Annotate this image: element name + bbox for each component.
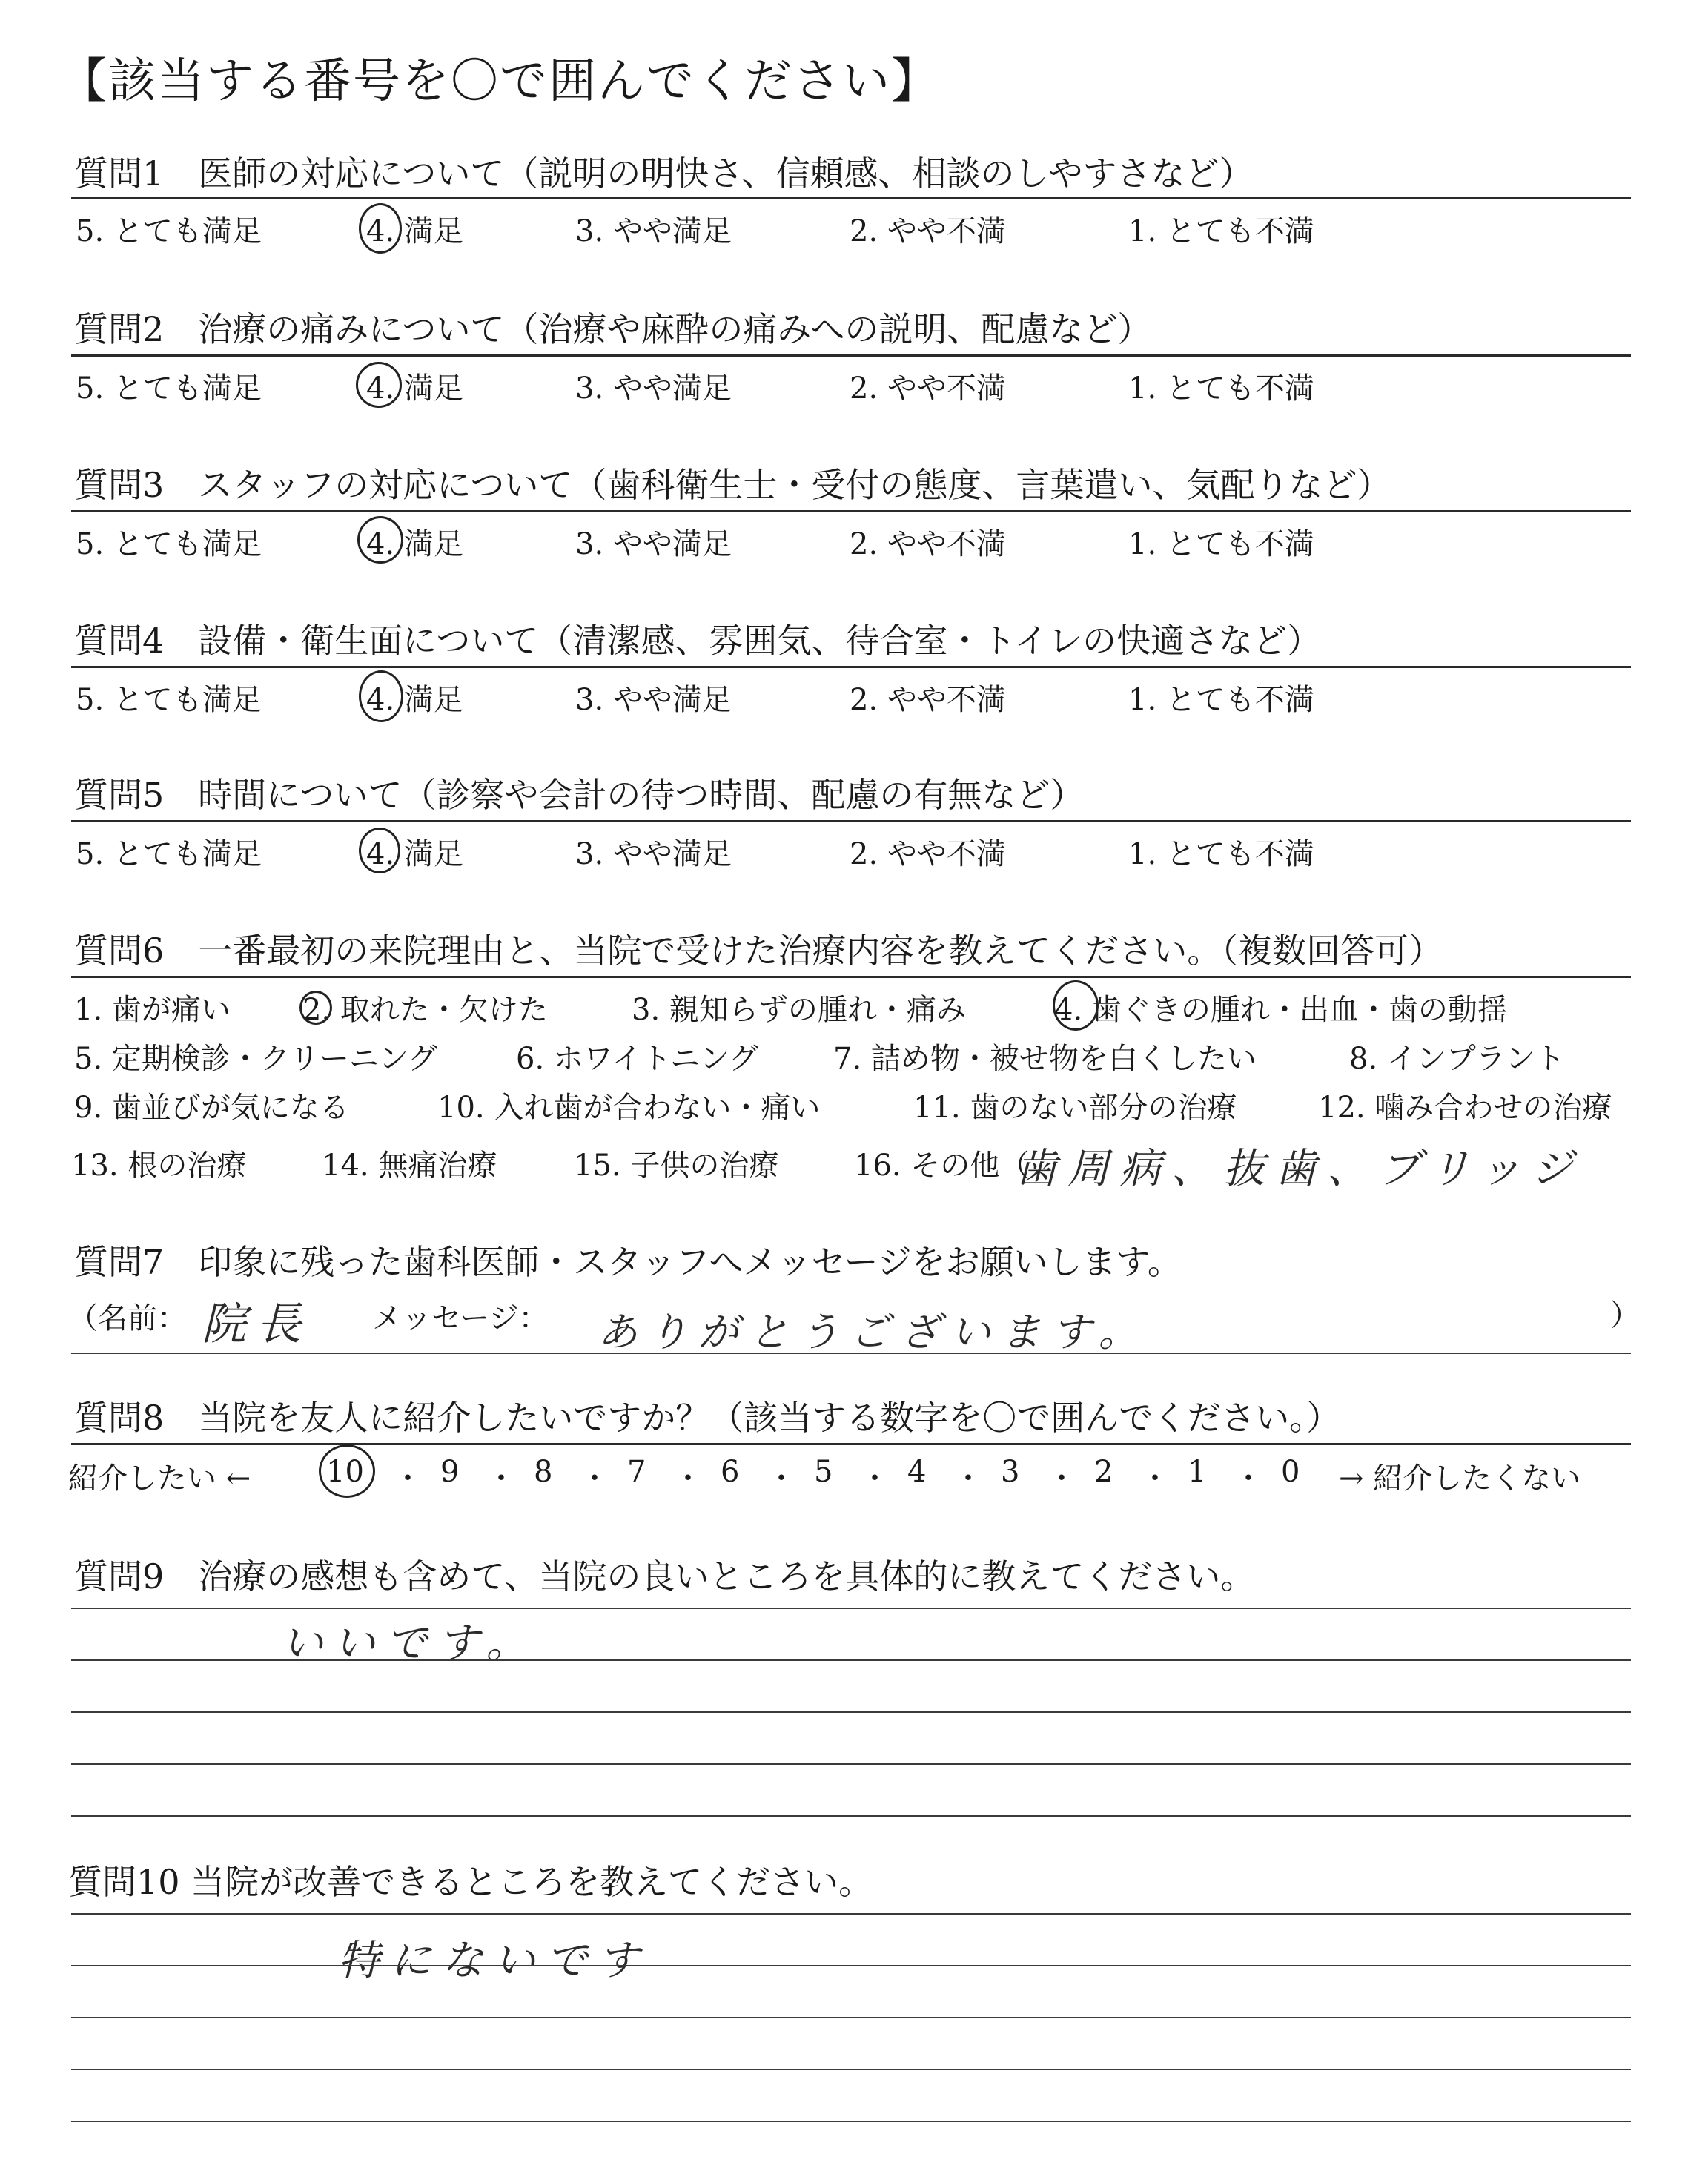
q4-option-1[interactable]: 1. とても不満 (1128, 683, 1314, 717)
q4-option-5[interactable]: 5. とても満足 (76, 683, 262, 717)
q10-answer: 特にないです (338, 1937, 649, 1985)
q8-separator: ・ (860, 1462, 890, 1496)
q3-title: 質問3 スタッフの対応について（歯科衛生士・受付の態度、言葉遣い、気配りなど） (74, 465, 1391, 505)
q2-option-3[interactable]: 3. やや満足 (575, 371, 732, 406)
q6-option-1[interactable]: 1. 歯が痛い (74, 993, 231, 1027)
q7-name-value: 院長 (202, 1298, 311, 1350)
q8-scale-3[interactable]: 3 (1001, 1455, 1020, 1489)
q9-line-5 (71, 1815, 1631, 1817)
q6-rule (71, 976, 1631, 978)
q10-line-5 (71, 2121, 1631, 2122)
q7-close-paren: ） (1610, 1298, 1640, 1332)
q8-scale-0[interactable]: 0 (1281, 1455, 1300, 1489)
q2-option-1[interactable]: 1. とても不満 (1128, 371, 1314, 406)
q2-rule (71, 354, 1631, 357)
q6-option-14[interactable]: 14. 無痛治療 (322, 1149, 497, 1183)
q2-option-5[interactable]: 5. とても満足 (76, 371, 262, 406)
q4-rule (71, 666, 1631, 668)
q6-option-4[interactable]: 4. 歯ぐきの腫れ・出血・歯の動揺 (1054, 993, 1507, 1027)
q2-title: 質問2 治療の痛みについて（治療や麻酔の痛みへの説明、配慮など） (74, 309, 1152, 349)
q8-separator: ・ (393, 1462, 423, 1496)
q6-title: 質問6 一番最初の来院理由と、当院で受けた治療内容を教えてください。（複数回答可） (74, 931, 1443, 971)
q8-scale-9[interactable]: 9 (440, 1455, 460, 1489)
q5-option-5[interactable]: 5. とても満足 (76, 837, 262, 871)
q8-separator: ・ (1234, 1462, 1263, 1496)
q9-line-1 (71, 1608, 1631, 1609)
q6-option-10[interactable]: 10. 入れ歯が合わない・痛い (437, 1091, 821, 1125)
q8-scale-1[interactable]: 1 (1188, 1455, 1207, 1489)
q7-name-label: （名前： (68, 1301, 187, 1335)
q10-line-4 (71, 2069, 1631, 2070)
q3-option-3[interactable]: 3. やや満足 (575, 527, 732, 561)
q1-option-4[interactable]: 4. 満足 (366, 214, 463, 248)
q6-option-5[interactable]: 5. 定期検診・クリーニング (74, 1042, 438, 1076)
q8-scale-7[interactable]: 7 (627, 1455, 646, 1489)
q7-message-value: ありがとうございます。 (598, 1309, 1149, 1355)
q5-option-1[interactable]: 1. とても不満 (1128, 837, 1314, 871)
q6-option-6[interactable]: 6. ホワイトニング (516, 1042, 759, 1076)
q7-message-label: メッセージ： (372, 1301, 549, 1335)
q3-option-2[interactable]: 2. やや不満 (850, 527, 1006, 561)
q8-separator: ・ (767, 1462, 796, 1496)
q6-option-2[interactable]: 2. 取れた・欠けた (302, 993, 548, 1027)
q6-option-13[interactable]: 13. 根の治療 (71, 1149, 247, 1183)
q8-left-label: 紹介したい ← (68, 1462, 251, 1496)
q8-scale-4[interactable]: 4 (907, 1455, 927, 1489)
q10-line-3 (71, 2017, 1631, 2018)
q9-title: 質問9 治療の感想も含めて、当院の良いところを具体的に教えてください。 (74, 1556, 1255, 1596)
q1-option-5[interactable]: 5. とても満足 (76, 214, 262, 248)
q7-rule (71, 1353, 1631, 1354)
q8-scale-2[interactable]: 2 (1094, 1455, 1113, 1489)
q6-other-handwritten: 歯周病、抜歯、ブリッジ (1016, 1145, 1583, 1193)
q8-separator: ・ (1047, 1462, 1076, 1496)
q6-option-16[interactable]: 16. その他（ (854, 1149, 1030, 1183)
q5-rule (71, 820, 1631, 822)
q6-selection-circle-4 (1053, 980, 1099, 1031)
q8-separator: ・ (486, 1462, 516, 1496)
q6-selection-circle-2 (299, 991, 332, 1025)
q8-scale-5[interactable]: 5 (814, 1455, 833, 1489)
q5-option-4[interactable]: 4. 満足 (366, 837, 463, 871)
q3-selection-circle (357, 516, 403, 564)
q6-option-3[interactable]: 3. 親知らずの腫れ・痛み (632, 993, 966, 1027)
q5-option-2[interactable]: 2. やや不満 (850, 837, 1006, 871)
q8-scale-8[interactable]: 8 (534, 1455, 553, 1489)
q8-scale-6[interactable]: 6 (721, 1455, 740, 1489)
q8-separator: ・ (580, 1462, 609, 1496)
q10-line-2 (71, 1965, 1631, 1966)
q6-option-7[interactable]: 7. 詰め物・被せ物を白くしたい (833, 1042, 1257, 1076)
q9-line-2 (71, 1659, 1631, 1661)
q6-option-8[interactable]: 8. インプラント (1349, 1042, 1565, 1076)
q5-selection-circle (359, 828, 400, 873)
q8-separator: ・ (953, 1462, 983, 1496)
q6-option-11[interactable]: 11. 歯のない部分の治療 (913, 1091, 1237, 1125)
q2-option-4[interactable]: 4. 満足 (366, 371, 463, 406)
page-heading: 【該当する番号を〇で囲んでください】 (59, 54, 940, 109)
q1-selection-circle (359, 203, 402, 254)
q4-title: 質問4 設備・衛生面について（清潔感、雰囲気、待合室・トイレの快適さなど） (74, 621, 1322, 661)
q4-option-4[interactable]: 4. 満足 (366, 683, 463, 717)
q2-option-2[interactable]: 2. やや不満 (850, 371, 1006, 406)
q4-option-2[interactable]: 2. やや不満 (850, 683, 1006, 717)
q9-line-4 (71, 1763, 1631, 1765)
q8-title: 質問8 当院を友人に紹介したいですか？（該当する数字を〇で囲んでください。） (74, 1398, 1341, 1438)
q8-right-label: → 紹介したくない (1339, 1462, 1581, 1496)
q9-line-3 (71, 1711, 1631, 1713)
q2-selection-circle (356, 362, 402, 408)
q5-option-3[interactable]: 3. やや満足 (575, 837, 732, 871)
q3-rule (71, 510, 1631, 512)
q9-answer: いいです。 (282, 1619, 538, 1668)
q8-selection-circle (319, 1444, 375, 1498)
q3-option-4[interactable]: 4. 満足 (366, 527, 463, 561)
q8-separator: ・ (1140, 1462, 1170, 1496)
q4-option-3[interactable]: 3. やや満足 (575, 683, 732, 717)
q8-separator: ・ (673, 1462, 703, 1496)
q6-option-9[interactable]: 9. 歯並びが気になる (74, 1091, 349, 1125)
q10-title: 質問10 当院が改善できるところを教えてください。 (68, 1862, 873, 1902)
q6-option-15[interactable]: 15. 子供の治療 (574, 1149, 779, 1183)
q7-title: 質問7 印象に残った歯科医師・スタッフへメッセージをお願いします。 (74, 1242, 1182, 1282)
q1-option-2[interactable]: 2. やや不満 (850, 214, 1006, 248)
q1-title: 質問1 医師の対応について（説明の明快さ、信頼感、相談のしやすさなど） (74, 153, 1254, 194)
q4-selection-circle (359, 670, 403, 722)
q10-line-1 (71, 1913, 1631, 1915)
q3-option-1[interactable]: 1. とても不満 (1128, 527, 1314, 561)
q3-option-5[interactable]: 5. とても満足 (76, 527, 262, 561)
q1-option-3[interactable]: 3. やや満足 (575, 214, 732, 248)
q8-scale-10[interactable]: 10 (326, 1455, 364, 1489)
q5-title: 質問5 時間について（診察や会計の待つ時間、配慮の有無など） (74, 775, 1085, 815)
q1-option-1[interactable]: 1. とても不満 (1128, 214, 1314, 248)
q6-option-12[interactable]: 12. 噛み合わせの治療 (1318, 1091, 1612, 1125)
q8-rule (71, 1443, 1631, 1445)
q1-rule (71, 197, 1631, 199)
